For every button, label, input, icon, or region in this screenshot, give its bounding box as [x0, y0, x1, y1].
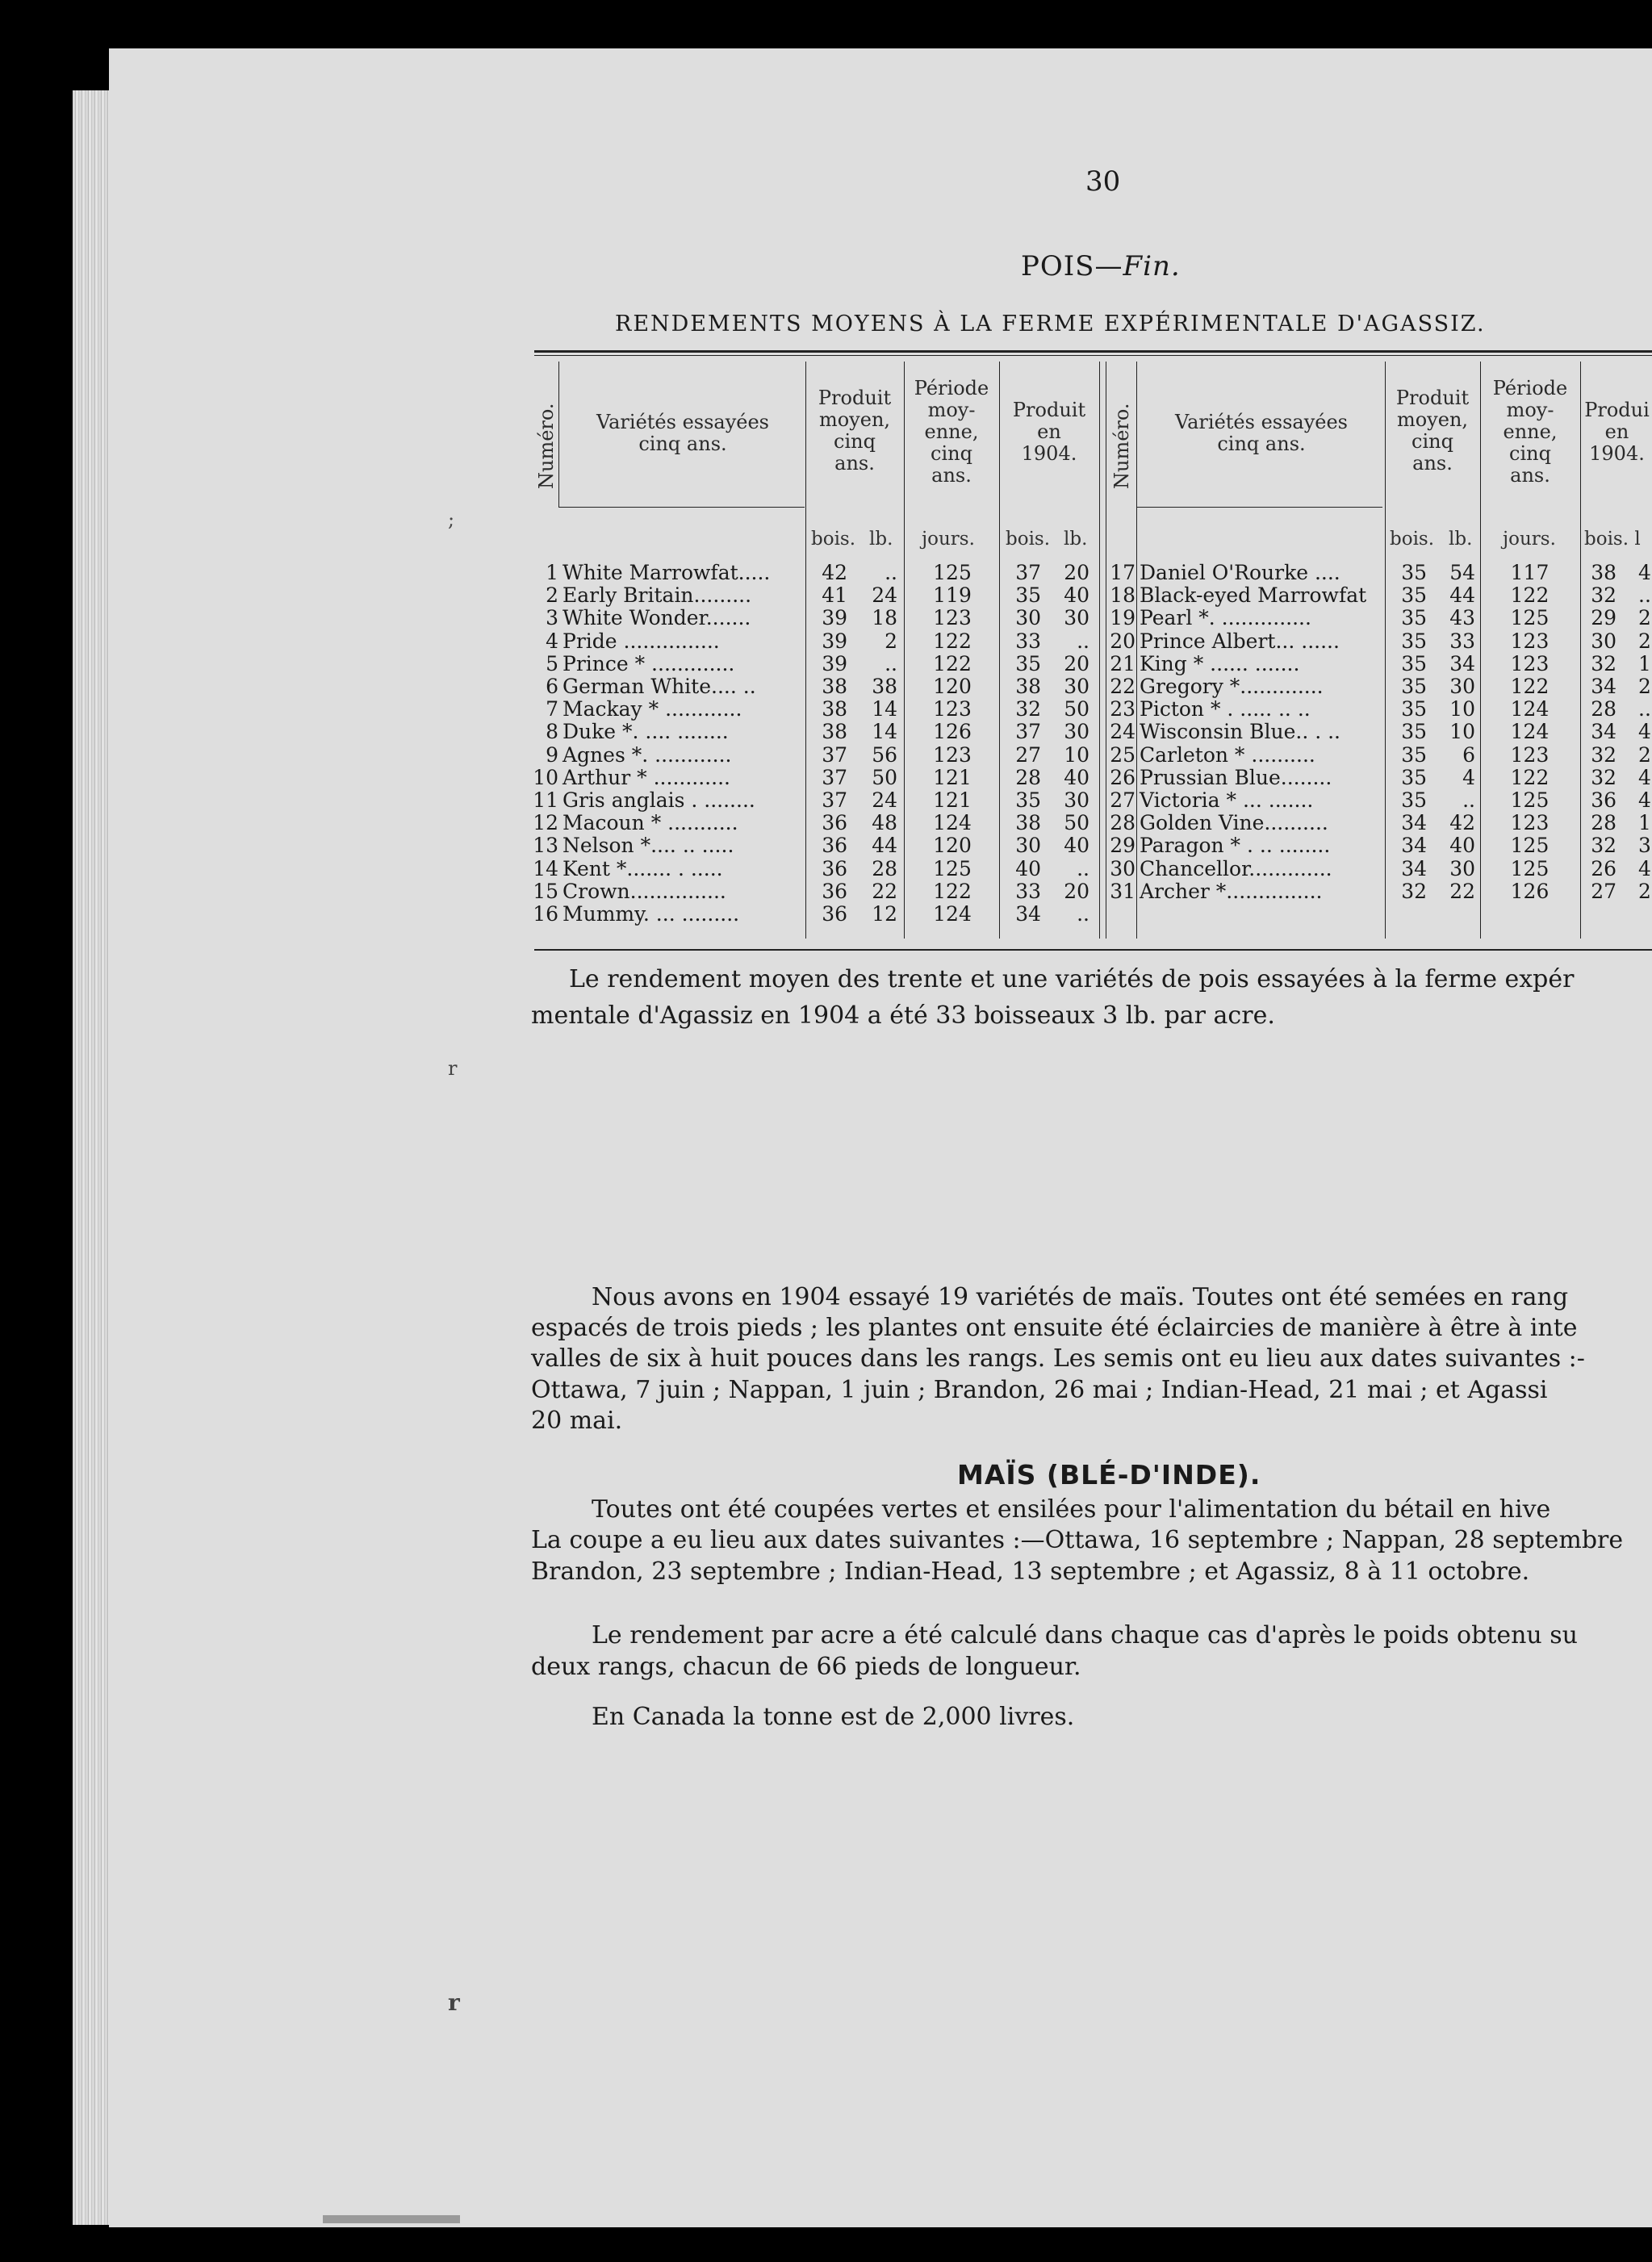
avg-yield-bushels: 38	[822, 720, 847, 744]
yield-1904-lb: 40	[1064, 583, 1089, 608]
avg-yield-lb: ..	[885, 651, 897, 675]
yield-1904-bushels: 30	[1015, 834, 1041, 858]
yield-1904-lb: 20	[1064, 879, 1089, 903]
avg-period-days: 123	[1510, 651, 1550, 675]
row-number: 22	[1110, 675, 1135, 698]
avg-yield-lb: 10	[1449, 697, 1475, 721]
avg-period-days: 122	[933, 629, 972, 653]
unit-lb-1904: lb.	[1064, 529, 1088, 550]
avg-period-days: 124	[933, 811, 972, 835]
header-produit-1904-right: Produi en 1904.	[1584, 399, 1650, 465]
yield-1904-lb: 2	[1638, 742, 1651, 767]
avg-yield-lb: 24	[872, 788, 897, 812]
margin-mark: r	[448, 1989, 460, 2016]
row-number: 25	[1110, 742, 1135, 767]
avg-yield-bushels: 34	[1401, 856, 1427, 880]
mais-paragraph-line: deux rangs, chacun de 66 pieds de longueur.	[531, 1653, 1081, 1681]
yield-1904-bushels: 33	[1015, 879, 1041, 903]
mais-paragraph-line: Toutes ont été coupées vertes et ensilées pour l'alimentation du bétail en hive	[592, 1495, 1551, 1524]
variety-name: Pride ...............	[563, 629, 720, 653]
yield-1904-lb: 4	[1638, 856, 1651, 880]
yield-1904-lb: 30	[1064, 788, 1089, 812]
row-number: 6	[546, 675, 558, 698]
variety-name: Archer *...............	[1140, 879, 1323, 903]
avg-period-days: 119	[933, 583, 972, 608]
avg-period-days: 126	[1510, 879, 1550, 903]
avg-yield-bushels: 37	[822, 765, 847, 789]
avg-period-days: 121	[933, 788, 972, 812]
yield-1904-lb: 1	[1638, 651, 1651, 675]
header-produit-moyen: Produit moyen, cinq ans.	[818, 387, 892, 475]
avg-period-days: 122	[1510, 675, 1550, 698]
yield-1904-lb: 20	[1064, 651, 1089, 675]
avg-yield-lb: 54	[1449, 561, 1475, 584]
table-bottom-rule	[534, 949, 1652, 951]
avg-period-days: 124	[933, 902, 972, 926]
avg-yield-bushels: 35	[1401, 606, 1427, 630]
yield-1904-lb: 40	[1064, 765, 1089, 789]
avg-period-days: 125	[1510, 834, 1550, 858]
row-number: 10	[533, 765, 558, 789]
col-rule	[1099, 362, 1100, 939]
yield-1904-bushels: 30	[1591, 629, 1616, 653]
variety-name: King * ...... .......	[1140, 651, 1300, 675]
avg-period-days: 126	[933, 720, 972, 744]
yield-1904-lb: ..	[1077, 629, 1089, 653]
yield-1904-bushels: 32	[1591, 742, 1616, 767]
avg-period-days: 122	[1510, 765, 1550, 789]
avg-yield-lb: 24	[872, 583, 897, 608]
avg-yield-bushels: 36	[822, 902, 847, 926]
row-number: 29	[1110, 834, 1135, 858]
variety-name: Prince * .............	[563, 651, 735, 675]
header-numero: Numéro.	[535, 403, 558, 489]
header-produit-1904: Produit en 1904.	[1012, 399, 1086, 465]
yield-1904-lb: ..	[1077, 902, 1089, 926]
avg-yield-bushels: 35	[1401, 742, 1427, 767]
yield-1904-lb: 50	[1064, 697, 1089, 721]
variety-name: German White.... ..	[563, 675, 756, 698]
row-number: 12	[533, 811, 558, 835]
variety-name: Daniel O'Rourke ....	[1140, 561, 1340, 584]
avg-yield-lb: 38	[872, 675, 897, 698]
yield-1904-bushels: 29	[1591, 606, 1616, 630]
yield-1904-bushels: 28	[1591, 811, 1616, 835]
avg-yield-lb: ..	[1462, 788, 1475, 812]
unit-lb: lb.	[869, 529, 893, 550]
col-rule	[999, 362, 1000, 939]
yield-1904-lb: ..	[1077, 856, 1089, 880]
avg-yield-lb: 2	[885, 629, 897, 653]
col-rule	[1480, 362, 1481, 939]
row-number: 2	[546, 583, 558, 608]
avg-period-days: 125	[933, 561, 972, 584]
header-rule-right	[1136, 507, 1382, 508]
margin-mark: ;	[448, 508, 455, 531]
row-number: 15	[533, 879, 558, 903]
avg-yield-lb: 10	[1449, 720, 1475, 744]
avg-yield-bushels: 36	[822, 834, 847, 858]
yield-1904-bushels: 33	[1015, 629, 1041, 653]
row-number: 7	[546, 697, 558, 721]
table-top-rule-thin	[534, 355, 1652, 356]
header-periode: Période moy- enne, cinq ans.	[914, 377, 989, 487]
col-rule	[904, 362, 905, 939]
yield-1904-lb: 10	[1064, 742, 1089, 767]
unit-bois-right: bois.	[1390, 529, 1435, 550]
yield-1904-bushels: 35	[1015, 788, 1041, 812]
avg-yield-bushels: 36	[822, 856, 847, 880]
avg-yield-bushels: 39	[822, 629, 847, 653]
summary-line-1: Le rendement moyen des trente et une variétés de pois essayées à la ferme expér	[569, 965, 1575, 993]
row-number: 3	[546, 606, 558, 630]
yield-1904-lb: 30	[1064, 606, 1089, 630]
yield-1904-bushels: 40	[1015, 856, 1041, 880]
row-number: 16	[533, 902, 558, 926]
variety-name: Golden Vine..........	[1140, 811, 1328, 835]
variety-name: Chancellor.............	[1140, 856, 1332, 880]
mais-paragraph-line: espacés de trois pieds ; les plantes ont ensuite été éclaircies de manière à être à inte	[531, 1314, 1578, 1342]
avg-yield-lb: 50	[872, 765, 897, 789]
avg-yield-lb: 4	[1462, 765, 1475, 789]
avg-period-days: 123	[933, 697, 972, 721]
yield-1904-bushels: 28	[1591, 697, 1616, 721]
header-variety-right: Variétés essayées cinq ans.	[1174, 411, 1348, 455]
row-number: 1	[546, 561, 558, 584]
yield-1904-lb: 4	[1638, 765, 1651, 789]
avg-yield-lb: 56	[872, 742, 897, 767]
avg-yield-lb: 43	[1449, 606, 1475, 630]
avg-yield-bushels: 35	[1401, 697, 1427, 721]
variety-name: Early Britain.........	[563, 583, 752, 608]
row-number: 28	[1110, 811, 1135, 835]
row-number: 23	[1110, 697, 1135, 721]
yield-1904-lb: ..	[1638, 583, 1651, 608]
yield-1904-bushels: 32	[1591, 834, 1616, 858]
avg-yield-bushels: 42	[822, 561, 847, 584]
yield-1904-bushels: 37	[1015, 561, 1041, 584]
avg-yield-bushels: 35	[1401, 675, 1427, 698]
mais-paragraph-line: Nous avons en 1904 essayé 19 variétés de maïs. Toutes ont été semées en rang	[592, 1283, 1569, 1311]
avg-yield-lb: 44	[872, 834, 897, 858]
avg-period-days: 123	[933, 742, 972, 767]
row-number: 11	[533, 788, 558, 812]
yield-1904-lb: 1	[1638, 811, 1651, 835]
avg-yield-lb: 6	[1462, 742, 1475, 767]
mais-paragraph-line: En Canada la tonne est de 2,000 livres.	[592, 1703, 1075, 1731]
avg-period-days: 122	[933, 879, 972, 903]
header-rule	[558, 507, 805, 508]
variety-name: White Wonder.......	[563, 606, 751, 630]
avg-yield-lb: 44	[1449, 583, 1475, 608]
yield-1904-lb: 50	[1064, 811, 1089, 835]
yield-1904-bushels: 34	[1591, 675, 1616, 698]
avg-yield-bushels: 34	[1401, 811, 1427, 835]
row-number: 24	[1110, 720, 1135, 744]
avg-yield-bushels: 38	[822, 675, 847, 698]
mais-paragraph-line: Brandon, 23 septembre ; Indian-Head, 13 septembre ; et Agassiz, 8 à 11 octobre.	[531, 1557, 1530, 1586]
avg-period-days: 123	[1510, 742, 1550, 767]
yield-1904-lb: 40	[1064, 834, 1089, 858]
yield-1904-bushels: 36	[1591, 788, 1616, 812]
avg-yield-bushels: 39	[822, 606, 847, 630]
yield-1904-bushels: 37	[1015, 720, 1041, 744]
avg-period-days: 120	[933, 834, 972, 858]
variety-name: Carleton * ..........	[1140, 742, 1315, 767]
avg-yield-bushels: 36	[822, 811, 847, 835]
row-number: 8	[546, 720, 558, 744]
row-number: 14	[533, 856, 558, 880]
yield-1904-lb: 2	[1638, 879, 1651, 903]
avg-yield-lb: 22	[872, 879, 897, 903]
avg-period-days: 124	[1510, 720, 1550, 744]
avg-yield-bushels: 41	[822, 583, 847, 608]
yield-1904-bushels: 38	[1015, 675, 1041, 698]
variety-name: Gris anglais . ........	[563, 788, 755, 812]
variety-name: Prince Albert... ......	[1140, 629, 1340, 653]
variety-name: Macoun * ...........	[563, 811, 738, 835]
avg-yield-bushels: 35	[1401, 720, 1427, 744]
section-title-dash: —	[1094, 250, 1123, 282]
mais-paragraph-line: Ottawa, 7 juin ; Nappan, 1 juin ; Brandon, 26 mai ; Indian-Head, 21 mai ; et Agassi	[531, 1376, 1548, 1404]
avg-yield-bushels: 35	[1401, 651, 1427, 675]
avg-yield-bushels: 38	[822, 697, 847, 721]
avg-yield-lb: 30	[1449, 856, 1475, 880]
yield-1904-bushels: 30	[1015, 606, 1041, 630]
variety-name: Duke *. .... ........	[563, 720, 729, 744]
yield-1904-bushels: 32	[1015, 697, 1041, 721]
avg-yield-lb: 34	[1449, 651, 1475, 675]
avg-period-days: 125	[1510, 856, 1550, 880]
variety-name: Kent *....... . .....	[563, 856, 723, 880]
section-title-main: POIS	[1021, 250, 1095, 282]
yield-1904-bushels: 38	[1591, 561, 1616, 584]
avg-period-days: 123	[1510, 629, 1550, 653]
row-number: 4	[546, 629, 558, 653]
avg-yield-lb: 18	[872, 606, 897, 630]
summary-line-2: mentale d'Agassiz en 1904 a été 33 boisseaux 3 lb. par acre.	[531, 1001, 1275, 1030]
row-number: 9	[546, 742, 558, 767]
yield-1904-bushels: 35	[1015, 583, 1041, 608]
header-numero-right: Numéro.	[1110, 403, 1133, 489]
avg-yield-bushels: 35	[1401, 583, 1427, 608]
unit-jours: jours.	[922, 529, 975, 550]
avg-period-days: 125	[1510, 606, 1550, 630]
unit-bois-1904: bois.	[1006, 529, 1051, 550]
variety-name: Agnes *. ............	[563, 742, 732, 767]
yield-1904-bushels: 27	[1591, 879, 1616, 903]
avg-yield-bushels: 37	[822, 788, 847, 812]
avg-yield-lb: 48	[872, 811, 897, 835]
yield-1904-lb: 4	[1638, 561, 1651, 584]
variety-name: Paragon * . .. ........	[1140, 834, 1331, 858]
yield-1904-lb: 2	[1638, 629, 1651, 653]
avg-yield-lb: 12	[872, 902, 897, 926]
yield-1904-bushels: 32	[1591, 583, 1616, 608]
row-number: 26	[1110, 765, 1135, 789]
row-number: 13	[533, 834, 558, 858]
unit-lb-right: lb.	[1449, 529, 1473, 550]
avg-yield-lb: 40	[1449, 834, 1475, 858]
avg-yield-lb: 42	[1449, 811, 1475, 835]
avg-yield-bushels: 35	[1401, 561, 1427, 584]
table-title: RENDEMENTS MOYENS À LA FERME EXPÉRIMENTALE D'AGASSIZ.	[615, 311, 1486, 337]
row-number: 17	[1110, 561, 1135, 584]
variety-name: Nelson *.... .. .....	[563, 834, 734, 858]
avg-period-days: 125	[1510, 788, 1550, 812]
variety-name: Mackay * ............	[563, 697, 742, 721]
avg-yield-lb: 14	[872, 697, 897, 721]
avg-period-days: 121	[933, 765, 972, 789]
mais-paragraph-line: La coupe a eu lieu aux dates suivantes :—Ottawa, 16 septembre ; Nappan, 28 septembre	[531, 1526, 1624, 1554]
yield-1904-bushels: 27	[1015, 742, 1041, 767]
unit-jours-right: jours.	[1503, 529, 1556, 550]
avg-yield-bushels: 35	[1401, 788, 1427, 812]
col-rule	[1136, 362, 1137, 939]
col-rule	[558, 362, 559, 507]
avg-period-days: 122	[933, 651, 972, 675]
variety-name: Arthur * ............	[563, 765, 730, 789]
yield-1904-bushels: 34	[1015, 902, 1041, 926]
variety-name: Picton * . ..... .. ..	[1140, 697, 1311, 721]
avg-period-days: 122	[1510, 583, 1550, 608]
mais-paragraph-line: 20 mai.	[531, 1407, 623, 1435]
col-rule	[1385, 362, 1386, 939]
avg-period-days: 125	[933, 856, 972, 880]
variety-name: Prussian Blue........	[1140, 765, 1332, 789]
yield-1904-lb: 4	[1638, 720, 1651, 744]
avg-period-days: 123	[933, 606, 972, 630]
avg-yield-lb: 30	[1449, 675, 1475, 698]
avg-yield-lb: 22	[1449, 879, 1475, 903]
yield-1904-lb: 3	[1638, 834, 1651, 858]
yield-1904-lb: 2	[1638, 675, 1651, 698]
yield-1904-bushels: 38	[1015, 811, 1041, 835]
yield-1904-bushels: 35	[1015, 651, 1041, 675]
row-number: 19	[1110, 606, 1135, 630]
yield-1904-bushels: 28	[1015, 765, 1041, 789]
avg-yield-lb: 33	[1449, 629, 1475, 653]
table-top-rule	[534, 350, 1652, 353]
col-rule	[1580, 362, 1581, 939]
yield-1904-lb: ..	[1638, 697, 1651, 721]
yield-1904-lb: 30	[1064, 675, 1089, 698]
yield-1904-lb: 2	[1638, 606, 1651, 630]
variety-name: White Marrowfat.....	[563, 561, 771, 584]
yield-1904-lb: 20	[1064, 561, 1089, 584]
yield-1904-bushels: 26	[1591, 856, 1616, 880]
variety-name: Crown...............	[563, 879, 726, 903]
row-number: 20	[1110, 629, 1135, 653]
avg-yield-bushels: 37	[822, 742, 847, 767]
row-number: 18	[1110, 583, 1135, 608]
yield-1904-lb: 4	[1638, 788, 1651, 812]
variety-name: Wisconsin Blue.. . ..	[1140, 720, 1340, 744]
avg-yield-bushels: 34	[1401, 834, 1427, 858]
header-periode-right: Période moy- enne, cinq ans.	[1492, 377, 1568, 487]
row-number: 30	[1110, 856, 1135, 880]
avg-period-days: 124	[1510, 697, 1550, 721]
unit-bois-1904-right: bois. l	[1584, 529, 1641, 550]
avg-yield-lb: 28	[872, 856, 897, 880]
variety-name: Pearl *. ..............	[1140, 606, 1311, 630]
yield-1904-bushels: 32	[1591, 651, 1616, 675]
yield-1904-bushels: 32	[1591, 765, 1616, 789]
variety-name: Victoria * ... .......	[1140, 788, 1314, 812]
avg-period-days: 117	[1510, 561, 1550, 584]
avg-yield-bushels: 36	[822, 879, 847, 903]
mais-heading: MAÏS (BLÉ-D'INDE).	[957, 1459, 1261, 1491]
margin-mark: r	[448, 1057, 458, 1080]
unit-bois: bois.	[811, 529, 856, 550]
row-number: 21	[1110, 651, 1135, 675]
header-produit-moyen-right: Produit moyen, cinq ans.	[1395, 387, 1470, 475]
row-number: 27	[1110, 788, 1135, 812]
row-number: 31	[1110, 879, 1135, 903]
avg-yield-lb: 14	[872, 720, 897, 744]
avg-yield-bushels: 35	[1401, 629, 1427, 653]
avg-yield-lb: ..	[885, 561, 897, 584]
section-title	[1021, 250, 1181, 282]
yield-1904-lb: 30	[1064, 720, 1089, 744]
avg-yield-bushels: 32	[1401, 879, 1427, 903]
row-number: 5	[546, 651, 558, 675]
col-rule	[805, 362, 806, 939]
avg-yield-bushels: 35	[1401, 765, 1427, 789]
variety-name: Gregory *.............	[1140, 675, 1324, 698]
variety-name: Mummy. ... .........	[563, 902, 740, 926]
mais-paragraph-line: Le rendement par acre a été calculé dans chaque cas d'après le poids obtenu su	[592, 1621, 1579, 1649]
avg-yield-bushels: 39	[822, 651, 847, 675]
variety-name: Black-eyed Marrowfat	[1140, 583, 1367, 608]
mais-paragraph-line: valles de six à huit pouces dans les rangs. Les semis ont eu lieu aux dates suivantes :-	[531, 1344, 1585, 1373]
page-number: 30	[1085, 165, 1121, 198]
header-variety: Variétés essayées cinq ans.	[596, 411, 769, 455]
avg-period-days: 120	[933, 675, 972, 698]
section-title-suffix: Fin.	[1123, 250, 1181, 282]
avg-period-days: 123	[1510, 811, 1550, 835]
yield-1904-bushels: 34	[1591, 720, 1616, 744]
